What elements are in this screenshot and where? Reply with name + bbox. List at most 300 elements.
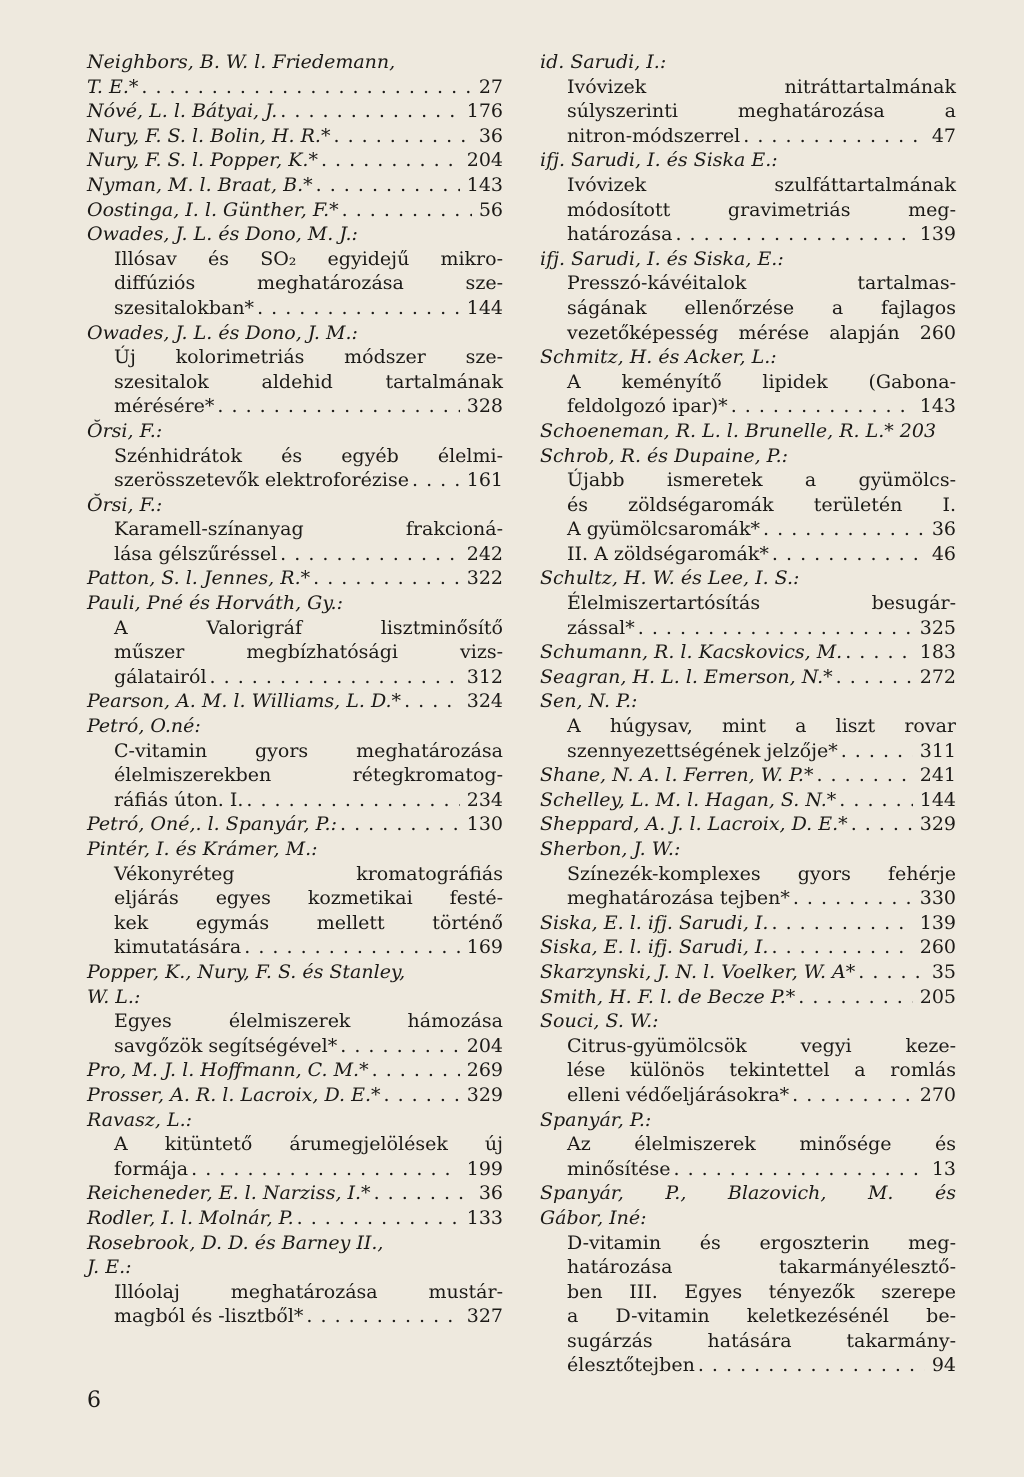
entry-text: Rosebrook, D. D. és Barney II., [87,1231,384,1254]
index-author-line [87,124,503,149]
entry-text: a D-vitamin keletkezésénél be- [567,1305,956,1328]
index-title-line [87,1034,503,1059]
entry-text: határozása [567,223,673,246]
index-author-line [87,99,503,124]
entry-text: Színezék-komplexes gyors fehérje [567,862,956,885]
index-author-line [87,985,503,1010]
entry-page-number: 329 [919,813,956,836]
index-title-line [87,739,503,764]
entry-text: ráfiás úton. I. [114,788,244,811]
index-author-line [540,1181,956,1206]
entry-page-number: 144 [466,296,503,319]
index-author-line [87,222,503,247]
index-title-line [87,296,503,321]
entry-text: Prosser, A. R. l. Lacroix, D. E.* [87,1083,381,1106]
entry-page-number: 330 [919,887,956,910]
index-title-line [540,1280,956,1305]
index-title-line [87,640,503,665]
entry-text: Illóolaj meghatározása mustár- [114,1280,503,1303]
dot-leader [340,812,460,837]
dot-leader [792,1083,913,1108]
entry-page-number: 36 [478,124,503,147]
entry-page-number: 47 [931,124,956,147]
entry-page-number: 94 [931,1354,956,1377]
entry-text: Presszó-kávéitalok tartalmas- [567,272,956,295]
entry-text: Owades, J. L. és Dono, J. M.: [87,321,358,344]
index-author-line [87,1181,503,1206]
index-author-line [540,247,956,272]
dot-leader [798,985,913,1010]
index-title-line [87,1009,503,1034]
entry-text: C-vitamin gyors meghatározása [114,739,503,762]
index-author-line [87,148,503,173]
entry-text: Spanyár, P.: [540,1108,652,1131]
index-title-line [540,1353,956,1378]
index-title-line [540,370,956,395]
entry-text: Pintér, I. és Krámer, M.: [87,838,318,860]
entry-text: Pauli, Pné és Horváth, Gy.: [87,592,343,615]
entry-text: Ivóvizek szulfáttartalmának [567,173,956,196]
dot-leader [306,1304,459,1329]
index-author-line [540,911,956,936]
entry-text: élesztőtejben [567,1354,695,1377]
entry-page-number: 329 [466,1083,503,1106]
dot-leader [793,886,913,911]
entry-text: Nury, F. S. l. Popper, K.* [87,149,318,172]
dot-leader [316,173,460,198]
entry-text: súlyszerinti meghatározása a [567,100,956,123]
entry-text: Ravasz, L.: [87,1108,193,1131]
entry-page-number: 143 [919,395,956,418]
entry-page-number: 322 [466,567,503,590]
entry-page-number: 36 [478,1182,503,1205]
entry-text: Oostinga, I. l. Günther, F.* [87,198,339,221]
entry-page-number: 176 [466,100,503,123]
index-author-line [87,1206,503,1231]
index-title-line [87,862,503,887]
index-title-line [87,542,503,567]
index-title-line [540,714,956,739]
index-title-line [540,517,956,542]
entry-text: Schultz, H. W. és Lee, I. S.: [540,567,800,590]
entry-text: kimutatására [114,936,242,959]
index-author-line [540,960,956,985]
dot-leader [404,689,460,714]
entry-text: mérésére* [114,395,215,418]
entry-page-number: 199 [466,1157,503,1180]
entry-text: Élelmiszertartósítás besugár- [567,592,956,615]
entry-text: diffúziós meghatározása sze- [114,272,503,295]
entry-text: Spanyár, P., Blazovich, M. és [540,1182,956,1205]
entry-text: Új kolorimetriás módszer sze- [114,346,503,369]
index-author-line [540,985,956,1010]
entry-page-number: 205 [919,985,956,1008]
entry-text: Souci, S. W.: [540,1010,659,1033]
index-title-line [540,296,956,321]
entry-text: Patton, S. l. Jennes, R.* [87,567,311,590]
dot-leader [763,517,925,542]
entry-text: Schmitz, H. és Acker, L.: [540,346,777,369]
entry-text: Sherbon, J. W.: [540,838,681,860]
index-title-line [87,911,503,936]
entry-page-number: 242 [466,542,503,565]
index-author-line [87,960,503,985]
index-author-line [540,837,956,862]
entry-text: Gábor, Iné: [540,1206,647,1229]
entry-text: A kitüntető árumegjelölések új [114,1133,503,1156]
entry-text: szerösszetevők elektroforézise [114,469,410,492]
index-author-line [540,788,956,813]
entry-text: nitron-módszerrel [567,124,741,147]
index-title-line [540,222,956,247]
entry-text: sugárzás hatására takarmány- [567,1329,956,1352]
entry-page-number: 56 [478,198,503,221]
entry-page-number: 312 [466,665,503,688]
index-title-line [87,763,503,788]
index-title-line [540,1083,956,1108]
index-author-line [87,714,503,739]
index-column-right [540,50,956,1378]
entry-text: Shane, N. A. l. Ferren, W. P.* [540,764,814,787]
dot-leader [638,616,913,641]
index-title-line [540,271,956,296]
index-author-line [540,345,956,370]
index-title-line [540,493,956,518]
entry-text: Schelley, L. M. l. Hagan, S. N.* [540,788,837,811]
entry-text: Citrus-gyümölcsök vegyi keze- [567,1034,956,1057]
index-author-line [87,689,503,714]
index-title-line [540,75,956,100]
index-author-line [87,1083,503,1108]
index-title-line [540,1304,956,1329]
index-title-line [540,616,956,641]
index-title-line [540,173,956,198]
dot-leader [851,812,913,837]
entry-text: ságának ellenőrzése a fajlagos [567,296,956,319]
index-author-line [540,935,956,960]
entry-text: Sheppard, A. J. l. Lacroix, D. E.* [540,813,848,836]
entry-text: Pearson, A. M. l. Williams, L. D.* [87,690,402,713]
entry-page-number: 161 [466,469,503,492]
entry-text: Smith, H. F. l. de Becze P.* [540,985,796,1008]
entry-text: W. L.: [87,985,141,1008]
dot-leader [244,935,459,960]
entry-text: ben III. Egyes tényezők szerepe [567,1280,956,1303]
dot-leader [771,911,912,936]
entry-text: A keményítő lipidek (Gabona- [567,370,956,393]
index-author-line [87,837,503,862]
entry-text: Siska, E. l. ifj. Sarudi, I. [540,911,769,934]
index-author-line [87,1255,503,1280]
index-author-line [87,198,503,223]
entry-page-number: 324 [466,690,503,713]
dot-leader [191,1157,460,1182]
index-title-line [87,935,503,960]
index-title-line [540,886,956,911]
index-author-line [87,1108,503,1133]
entry-page-number: 311 [919,739,956,762]
dot-leader [731,394,913,419]
entry-text: Vékonyréteg kromatográfiás [114,862,503,885]
index-title-line [87,788,503,813]
entry-text: Reicheneder, E. l. Narziss, I.* [87,1182,371,1205]
index-title-line [87,665,503,690]
entry-page-number: 35 [931,960,956,983]
index-author-line [540,1206,956,1231]
entry-text: lása gélszűréssel [114,542,278,565]
entry-text: Egyes élelmiszerek hámozása [114,1010,503,1033]
page-number: 6 [87,1388,101,1413]
dot-leader [342,198,472,223]
entry-text: Nyman, M. l. Braat, B.* [87,173,313,196]
dot-leader [340,1034,459,1059]
index-author-line [540,148,956,173]
dot-leader [841,739,913,764]
dot-leader [217,394,459,419]
entry-text: műszer megbízhatósági vizs- [114,641,503,664]
entry-text: T. E.* [87,75,139,98]
entry-page-number: 204 [466,1034,503,1057]
entry-page-number: 270 [919,1083,956,1106]
index-author-line [87,1058,503,1083]
entry-page-number: 269 [466,1059,503,1082]
index-author-line [540,689,956,714]
index-title-line [87,1280,503,1305]
index-author-line [540,444,956,469]
index-title-line [87,468,503,493]
index-title-line [87,517,503,542]
dot-leader [374,1181,472,1206]
entry-text: II. A zöldségaromák* [567,542,769,565]
entry-text: eljárás egyes kozmetikai festé- [114,887,503,910]
index-title-line [540,542,956,567]
entry-text: Neighbors, B. W. l. Friedemann, [87,51,396,73]
index-author-line [540,665,956,690]
index-title-line [87,1304,503,1329]
entry-page-number: 241 [919,764,956,787]
entry-text: ifj. Sarudi, I. és Siska E.: [540,149,778,172]
index-author-line [87,493,503,518]
entry-page-number: 130 [466,813,503,836]
entry-text: A gyümölcsaromák* [567,518,761,541]
index-title-line [87,370,503,395]
entry-text: Schumann, R. l. Kacskovics, M. [540,641,843,664]
index-author-line [87,812,503,837]
dot-leader [836,665,913,690]
entry-text: Nury, F. S. l. Bolin, H. R.* [87,124,331,147]
dot-leader [675,222,912,247]
dot-leader [321,148,460,173]
entry-page-number: 169 [466,936,503,959]
dot-leader [845,640,913,665]
entry-page-number: 133 [466,1206,503,1229]
entry-text: Siska, E. l. ifj. Sarudi, I. [540,936,769,959]
entry-text: feldolgozó ipar)* [567,395,728,418]
index-title-line [87,616,503,641]
entry-page-number: 46 [931,542,956,565]
dot-leader [372,1058,460,1083]
entry-text: Seagran, H. L. l. Emerson, N.* [540,665,833,688]
dot-leader [384,1083,460,1108]
entry-text: szesitalok aldehid tartalmának [114,370,503,393]
index-author-line [87,75,503,100]
dot-leader [743,124,925,149]
entry-text: magból és -lisztből* [114,1305,304,1328]
index-author-line [540,812,956,837]
index-title-line [87,247,503,272]
index-column-left [87,50,503,1329]
index-title-line [87,394,503,419]
entry-text: A húgysav, mint a liszt rovar [567,715,956,738]
entry-page-number: 234 [466,788,503,811]
entry-text: Az élelmiszerek minősége és [567,1133,956,1156]
entry-text: kek egymás mellett történő [114,911,503,934]
entry-text: vezetőképesség mérése alapján 260 [567,321,956,344]
index-author-line [87,1231,503,1256]
entry-text: Ŏrsi, F.: [87,493,163,516]
entry-text: A Valorigráf lisztminősítő [114,616,503,639]
entry-text: lése különös tekintettel a romlás [567,1059,956,1082]
entry-page-number: 204 [466,149,503,172]
entry-text: elleni védőeljárásokra* [567,1083,790,1106]
entry-text: módosított gravimetriás meg- [567,198,956,221]
index-author-line [87,566,503,591]
index-author-line [540,566,956,591]
entry-page-number: 13 [931,1157,956,1180]
entry-text: Nóvé, L. l. Bátyai, J. [87,100,278,123]
entry-text: Sen, N. P.: [540,690,638,713]
dot-leader [772,542,925,567]
entry-text: Újabb ismeretek a gyümölcs- [567,469,956,492]
entry-text: Szénhidrátok és egyéb élelmi- [114,444,503,467]
index-author-line [540,1009,956,1034]
entry-text: Skarzynski, J. N. l. Voelker, W. A* [540,960,856,983]
index-title-line [540,394,956,419]
index-title-line [540,862,956,887]
index-title-line [87,271,503,296]
entry-page-number: 144 [919,788,956,811]
entry-page-number: 143 [466,173,503,196]
dot-leader [210,665,460,690]
index-author-line [540,763,956,788]
index-title-line [540,99,956,124]
entry-text: id. Sarudi, I.: [540,51,667,73]
index-title-line [540,468,956,493]
entry-text: Owades, J. L. és Dono, M. J.: [87,223,358,246]
dot-leader [246,788,459,813]
entry-page-number: 260 [919,936,956,959]
dot-leader [771,935,912,960]
index-title-line [540,1255,956,1280]
entry-text: szesitalokban* [114,296,255,319]
index-author-line [540,419,956,444]
dot-leader [412,468,460,493]
index-author-line [87,419,503,444]
index-author-line [540,50,956,75]
index-title-line [87,345,503,370]
index-title-line [87,444,503,469]
entry-text: Ivóvizek nitráttartalmának [567,75,956,98]
entry-text: Schoeneman, R. L. l. Brunelle, R. L.* 203 [540,419,937,442]
dot-leader [313,566,460,591]
entry-text: határozása takarmányélesztő- [567,1256,956,1279]
entry-text: J. E.: [87,1256,132,1279]
entry-page-number: 272 [919,665,956,688]
dot-leader [257,296,460,321]
dot-leader [141,75,471,100]
entry-page-number: 328 [466,395,503,418]
dot-leader [816,763,912,788]
entry-page-number: 139 [919,223,956,246]
index-author-line [87,591,503,616]
entry-page-number: 36 [931,518,956,541]
index-author-line [87,50,503,75]
dot-leader [698,1353,925,1378]
entry-text: Pro, M. J. l. Hoffmann, C. M.* [87,1059,369,1082]
entry-page-number: 27 [478,75,503,98]
index-title-line [87,1157,503,1182]
entry-text: Popper, K., Nury, F. S. és Stanley, [87,960,406,983]
index-title-line [540,1034,956,1059]
entry-page-number: 183 [919,641,956,664]
entry-page-number: 325 [919,616,956,639]
entry-text: és zöldségaromák területén I. [567,493,956,516]
entry-text: Illósav és SO₂ egyidejű mikro- [114,247,503,270]
entry-text: Rodler, I. l. Molnár, P. [87,1206,294,1229]
index-title-line [540,198,956,223]
index-author-line [87,321,503,346]
entry-text: formája [114,1157,189,1180]
dot-leader [280,542,460,567]
index-author-line [87,173,503,198]
index-title-line [540,1132,956,1157]
entry-text: szennyezettségének jelzője* [567,739,838,762]
entry-text: Petró, O.né: [87,715,201,738]
entry-text: Ŏrsi, F.: [87,419,163,442]
entry-text: savgőzök segítségével* [114,1034,338,1057]
entry-page-number: 139 [919,911,956,934]
entry-text: minősítése [567,1157,671,1180]
dot-leader [297,1206,460,1231]
entry-text: Petró, Oné,. l. Spanyár, P.: [87,813,337,836]
entry-text: élelmiszerekben rétegkromatog- [114,764,503,787]
dot-leader [333,124,471,149]
index-title-line [540,124,956,149]
index-author-line [540,1108,956,1133]
index-title-line [540,1231,956,1256]
index-title-line [87,886,503,911]
entry-text: Karamell-színanyag frakcioná- [114,518,503,541]
dot-leader [839,788,912,813]
index-title-line [540,1157,956,1182]
dot-leader [280,99,459,124]
entry-text: meghatározása tejben* [567,887,790,910]
index-title-line [540,739,956,764]
index-title-line [540,1329,956,1354]
dot-leader [858,960,925,985]
index-author-line [540,640,956,665]
index-title-line [87,1132,503,1157]
entry-text: ifj. Sarudi, I. és Siska, E.: [540,247,784,270]
index-title-line [540,1058,956,1083]
entry-text: Schrob, R. és Dupaine, P.: [540,444,789,467]
entry-text: gálatairól [114,665,207,688]
entry-text: zással* [567,616,635,639]
index-title-line [540,591,956,616]
entry-page-number: 327 [466,1305,503,1328]
entry-text: D-vitamin és ergoszterin meg- [567,1231,956,1254]
index-title-line [540,321,956,346]
